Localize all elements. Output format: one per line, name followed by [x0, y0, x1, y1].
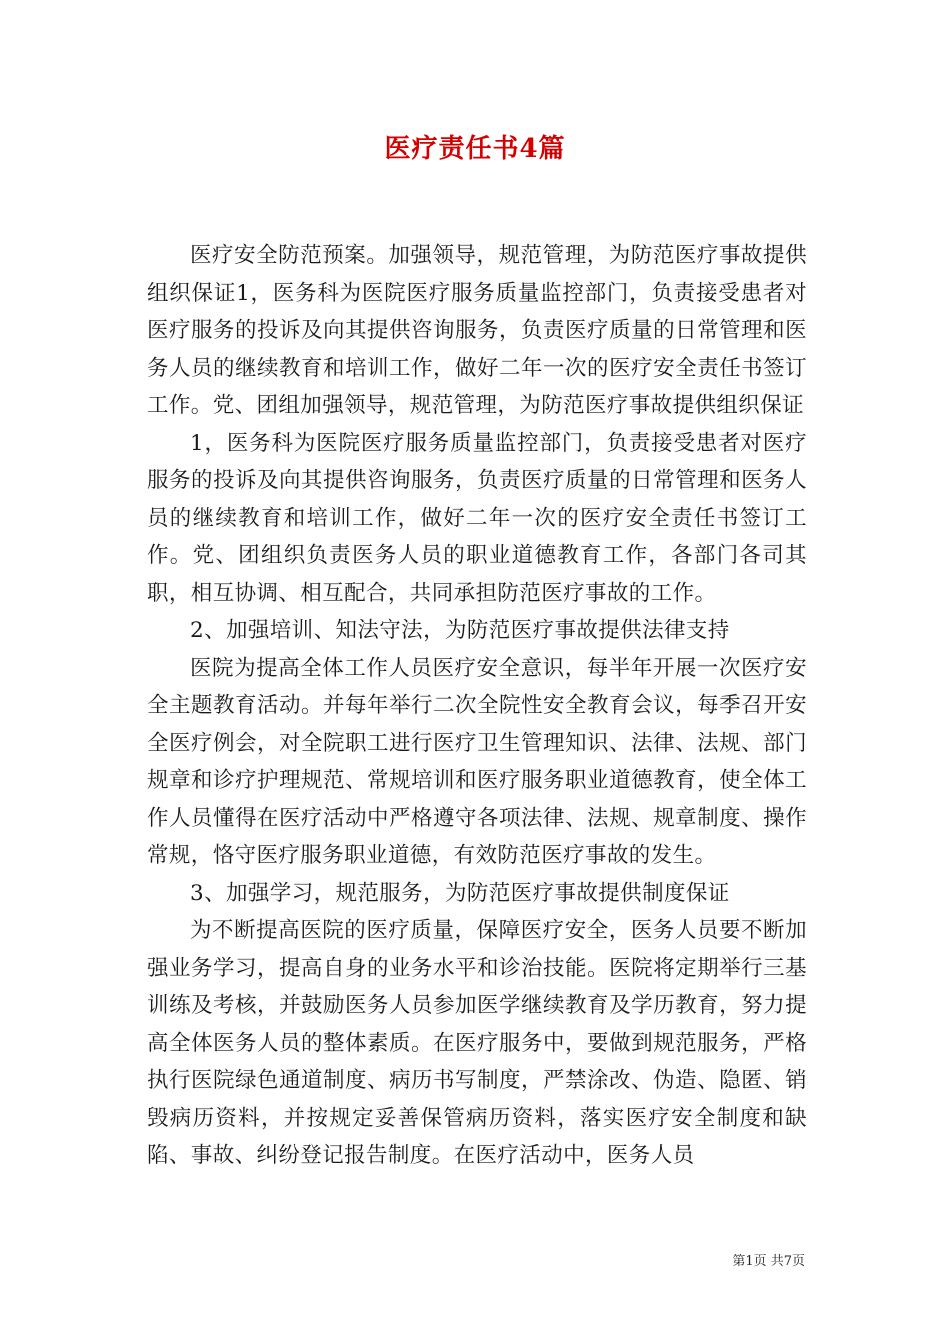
heading-training: 2、加强培训、知法守法，为防范医疗事故提供法律支持	[190, 618, 730, 643]
document-body	[147, 237, 807, 1175]
page-number: 第1页 共7页	[732, 1254, 805, 1269]
paragraph-intro: 医疗安全防范预案。加强领导，规范管理，为防范医疗事故提供组织保证1，医务科为医院医疗服务质量监控部门，负责接受患者对医疗服务的投诉及向其提供咨询服务，负责医疗质量的日常管理和医务人员的继续教育和培训工作，做好二年一次的医疗安全责任书签订工作。党、团组加强领导，规范管理，为防范医疗事故提供组织保证	[147, 243, 807, 418]
document-title: 医疗责任书4篇	[384, 134, 566, 164]
heading-study: 3、加强学习，规范服务，为防范医疗事故提供制度保证	[190, 880, 730, 906]
paragraph-study: 为不断提高医院的医疗质量，保障医疗安全，医务人员要不断加强业务学习，提高自身的业务水平和诊治技能。医院将定期举行三基训练及考核，并鼓励医务人员参加医学继续教育及学历教育，努力提高全体医务人员的整体素质。在医疗服务中，要做到规范服务，严格执行医院绿色通道制度、病历书写制度，严禁涂改、伪造、隐匿、销毁病历资料，并按规定妥善保管病历资料，落实医疗安全制度和缺陷、事故、纠纷登记报告制度。在医疗活动中，医务人员	[147, 918, 807, 1168]
paragraph-training: 医院为提高全体工作人员医疗安全意识，每半年开展一次医疗安全主题教育活动。并每年举行二次全院性安全教育会议，每季召开安全医疗例会，对全院职工进行医疗卫生管理知识、法律、法规、部门规章和诊疗护理规范、常规培训和医疗服务职业道德教育，使全体工作人员懂得在医疗活动中严格遵守各项法律、法规、规章制度、操作常规，恪守医疗服务职业道德，有效防范医疗事故的发生。	[147, 655, 807, 868]
paragraph-responsibility: 1，医务科为医院医疗服务质量监控部门，负责接受患者对医疗服务的投诉及向其提供咨询服务，负责医疗质量的日常管理和医务人员的继续教育和培训工作，做好二年一次的医疗安全责任书签订工作。党、团组织负责医务人员的职业道德教育工作，各部门各司其职，相互协调、相互配合，共同承担防范医疗事故的工作。	[147, 430, 807, 606]
